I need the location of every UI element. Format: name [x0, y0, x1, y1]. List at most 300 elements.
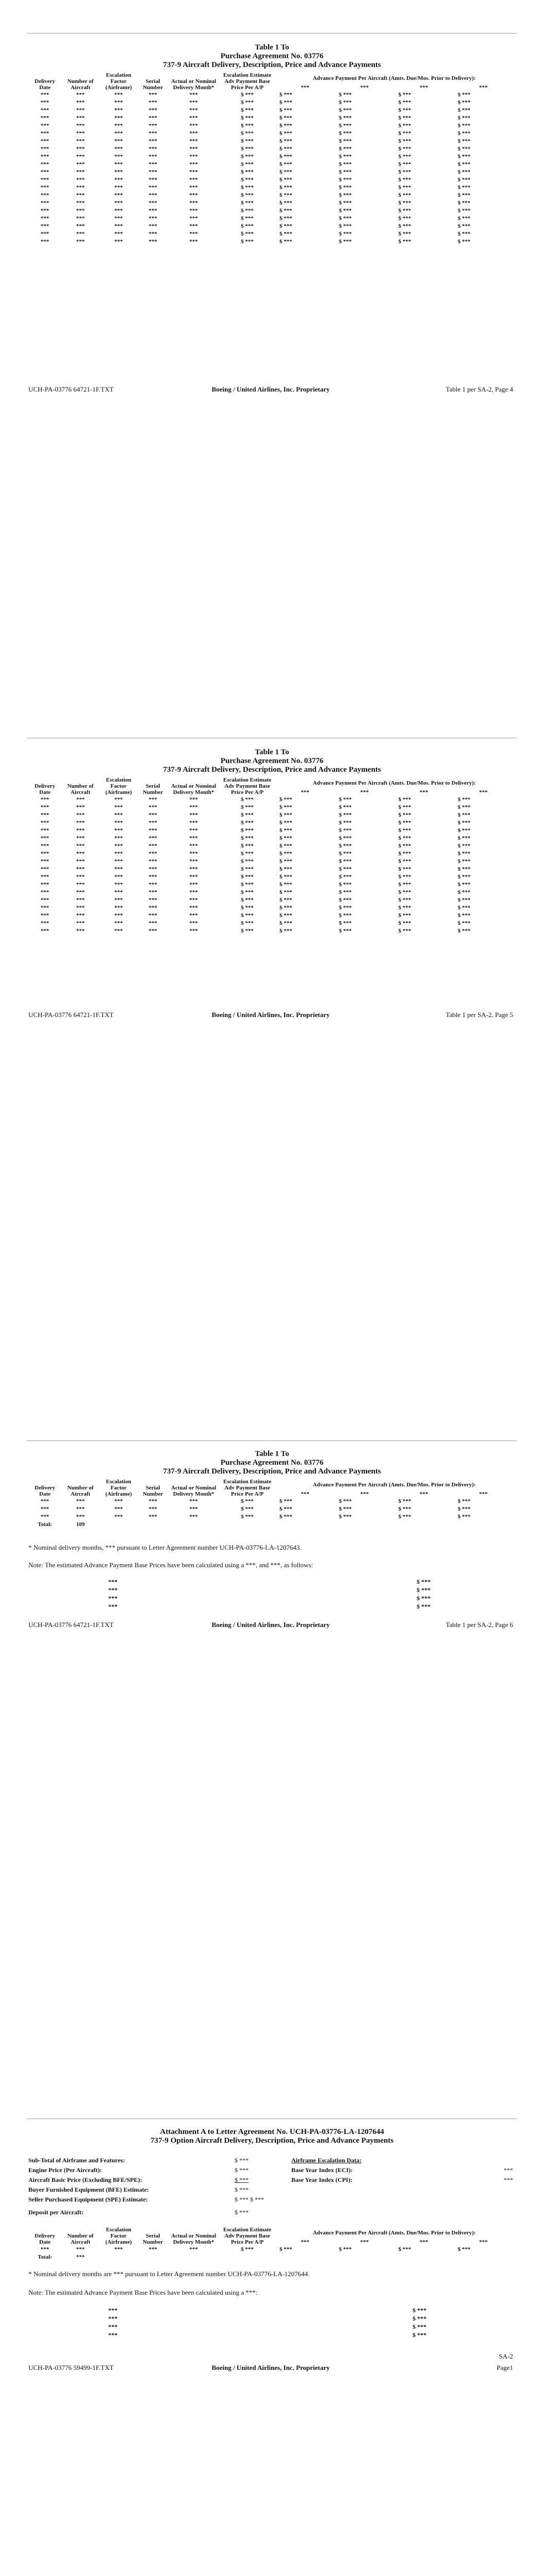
table-cell: *** — [189, 866, 198, 872]
empty-cell — [394, 2253, 453, 2261]
value: $ *** — [417, 1603, 431, 1610]
table-cell: $ *** — [457, 2246, 471, 2252]
table-cell: $ *** — [339, 215, 352, 222]
col-header-number-of-aircraft: Number of Aircraft — [67, 1485, 94, 1497]
table-cell: $ *** — [339, 161, 352, 167]
table-cell: $ *** — [398, 107, 411, 113]
col-header-escalation-estimate: Escalation Estimate Adv Payment Base Price Per A/P — [223, 72, 272, 91]
table-cell: *** — [76, 812, 85, 818]
col-header-escalation-factor: Escalation Factor (Airframe) — [105, 2227, 132, 2245]
table-cell: $ *** — [398, 843, 411, 849]
table-cell: *** — [149, 928, 157, 934]
table-cell: *** — [149, 115, 157, 121]
table-row — [28, 238, 513, 246]
table-cell: $ *** — [457, 107, 471, 113]
table-cell: *** — [76, 882, 85, 888]
table-cell: $ *** — [398, 1498, 411, 1504]
table-cell: *** — [40, 239, 50, 245]
table-cell: *** — [76, 820, 85, 826]
delivery-table — [28, 72, 513, 246]
table-cell: $ *** — [339, 123, 352, 129]
table-row — [28, 176, 513, 184]
table-cell: *** — [189, 905, 198, 911]
table-cell: *** — [189, 1514, 198, 1520]
value: $ *** — [413, 2331, 426, 2338]
summary-value: $ *** — [235, 2157, 249, 2164]
table-cell: *** — [40, 928, 50, 934]
table-cell: $ *** — [279, 920, 292, 926]
empty-cell — [454, 2253, 513, 2261]
table-cell: *** — [76, 154, 85, 160]
table-cell: *** — [76, 231, 85, 237]
table-cell: $ *** — [279, 200, 292, 206]
table-cell: *** — [40, 882, 50, 888]
table-cell: $ *** — [457, 851, 471, 857]
table-cell: $ *** — [398, 796, 411, 803]
table-cell: $ *** — [457, 200, 471, 206]
table-cell: *** — [76, 130, 85, 137]
table-cell: $ *** — [398, 835, 411, 841]
footer-file: UCH-PA-03776 64721-1F.TXT — [28, 1011, 114, 1019]
table-cell: $ *** — [339, 858, 352, 865]
table-cell: *** — [149, 2246, 157, 2252]
col-header-payment-period: *** — [419, 789, 428, 795]
empty-cell — [219, 1521, 275, 1529]
col-header-escalation-factor: Escalation Factor (Airframe) — [105, 72, 132, 91]
table-cell: $ *** — [279, 866, 292, 872]
table-cell: *** — [76, 889, 85, 895]
table-cell: *** — [149, 146, 157, 152]
table-cell: *** — [40, 2246, 50, 2252]
table-cell: $ *** — [398, 208, 411, 214]
table-cell: *** — [189, 215, 198, 222]
table-cell: *** — [114, 820, 123, 826]
total-label: Total: — [38, 2254, 52, 2260]
value: *** — [108, 2331, 118, 2338]
value: $ *** — [413, 2315, 426, 2322]
table-row — [28, 207, 513, 215]
table-cell: *** — [40, 812, 50, 818]
table-cell: $ *** — [279, 858, 292, 865]
table-cell: $ *** — [279, 130, 292, 137]
table-cell: *** — [76, 928, 85, 934]
table-cell: *** — [40, 184, 50, 191]
table-cell: $ *** — [241, 177, 254, 183]
table-cell: *** — [149, 912, 157, 919]
table-row — [28, 1505, 513, 1513]
table-cell: $ *** — [241, 897, 254, 903]
col-header-payment-period: *** — [360, 1491, 369, 1497]
title-line-2: Purchase Agreement No. 03776 — [220, 52, 324, 60]
delivery-table — [28, 1479, 513, 1529]
table-row — [28, 223, 513, 230]
footnote: * Nominal delivery months are *** pursuant to Letter Agreement number UCH-PA-03776-LA-1207644. — [28, 2270, 310, 2278]
summary-row — [28, 2156, 513, 2165]
table-cell: $ *** — [279, 215, 292, 222]
value: $ *** — [417, 1578, 431, 1585]
table-cell: $ *** — [457, 192, 471, 198]
table-row — [28, 230, 513, 238]
table-cell: $ *** — [241, 835, 254, 841]
table-cell: *** — [189, 184, 198, 191]
table-cell: *** — [189, 920, 198, 926]
title-line-1: Table 1 To — [255, 1450, 289, 1458]
table-cell: $ *** — [241, 1506, 254, 1512]
empty-cell — [275, 2253, 335, 2261]
table-cell: $ *** — [241, 820, 254, 826]
summary-row — [28, 2208, 513, 2217]
empty-cell — [100, 1521, 138, 1529]
empty-cell — [335, 2253, 394, 2261]
table-cell: *** — [149, 239, 157, 245]
table-cell: $ *** — [457, 1506, 471, 1512]
empty-cell — [138, 1521, 168, 1529]
escalation-heading: Airframe Escalation Data: — [291, 2157, 361, 2164]
table-cell: *** — [40, 92, 50, 98]
table-cell: $ *** — [398, 812, 411, 818]
table-cell: $ *** — [339, 239, 352, 245]
table-cell: *** — [40, 161, 50, 167]
table-cell: $ *** — [241, 215, 254, 222]
table-cell: *** — [114, 231, 123, 237]
table-cell: $ *** — [279, 92, 292, 98]
table-cell: *** — [40, 192, 50, 198]
col-header-number-of-aircraft: Number of Aircraft — [67, 78, 94, 91]
table-cell: $ *** — [339, 177, 352, 183]
table-cell: *** — [149, 138, 157, 144]
table-cell: *** — [76, 1514, 85, 1520]
table-cell: *** — [114, 154, 123, 160]
table-cell: $ *** — [279, 912, 292, 919]
table-cell: *** — [189, 858, 198, 865]
table-cell: $ *** — [398, 130, 411, 137]
table-row — [28, 192, 513, 199]
table-cell: $ *** — [457, 812, 471, 818]
table-cell: $ *** — [339, 812, 352, 818]
table-cell: $ *** — [398, 851, 411, 857]
table-cell: $ *** — [279, 820, 292, 826]
table-cell: *** — [76, 905, 85, 911]
value: *** — [108, 1603, 118, 1610]
footer-proprietary: Boeing / United Airlines, Inc. Proprietary — [211, 385, 330, 393]
table-cell: *** — [149, 223, 157, 229]
table-cell: $ *** — [398, 115, 411, 121]
table-cell: *** — [40, 169, 50, 175]
table-cell: *** — [149, 866, 157, 872]
col-header-number-of-aircraft: Number of Aircraft — [67, 2233, 94, 2245]
col-header-nominal-month: Actual or Nominal Delivery Month* — [171, 78, 217, 91]
table-cell: *** — [40, 154, 50, 160]
table-cell: *** — [76, 2246, 85, 2252]
table-row — [28, 184, 513, 192]
note-values-right — [413, 2306, 426, 2339]
table-cell: $ *** — [279, 208, 292, 214]
col-header-serial-number: Serial Number — [142, 2233, 163, 2245]
col-header-payment-period: *** — [479, 789, 488, 795]
table-cell: $ *** — [241, 920, 254, 926]
table-cell: *** — [76, 866, 85, 872]
table-row — [28, 842, 513, 850]
table-cell: *** — [76, 99, 85, 106]
table-cell: *** — [76, 107, 85, 113]
col-header-payment-period: *** — [479, 84, 488, 91]
table-cell: $ *** — [398, 192, 411, 198]
title-line-3: 737-9 Aircraft Delivery, Description, Price and Advance Payments — [163, 61, 381, 69]
table-row — [28, 99, 513, 107]
table-cell: $ *** — [398, 920, 411, 926]
table-row — [28, 91, 513, 99]
table-cell: *** — [149, 161, 157, 167]
table-cell: $ *** — [457, 928, 471, 934]
table-cell: *** — [149, 107, 157, 113]
table-cell: $ *** — [279, 897, 292, 903]
table-cell: $ *** — [457, 912, 471, 919]
col-header-payment-period: *** — [360, 84, 369, 91]
note-values-left — [108, 1578, 118, 1611]
table-cell: $ *** — [457, 123, 471, 129]
table-cell: $ *** — [457, 889, 471, 895]
note: Note: The estimated Advance Payment Base Prices have been calculated using a ***, and ***, as follows: — [28, 1561, 314, 1569]
table-cell: *** — [76, 138, 85, 144]
table-row — [28, 835, 513, 842]
table-cell: $ *** — [398, 200, 411, 206]
table-cell: *** — [149, 827, 157, 834]
table-cell: $ *** — [339, 92, 352, 98]
table-cell: *** — [114, 99, 123, 106]
table-cell: $ *** — [457, 146, 471, 152]
table-cell: $ *** — [279, 889, 292, 895]
table-cell: *** — [189, 130, 198, 137]
table-cell: $ *** — [279, 827, 292, 834]
table-cell: *** — [189, 99, 198, 106]
table-cell: $ *** — [339, 169, 352, 175]
table-cell: *** — [114, 192, 123, 198]
table-cell: *** — [40, 874, 50, 880]
col-header-delivery-date: Delivery Date — [35, 2233, 55, 2245]
table-row — [28, 153, 513, 161]
table-cell: *** — [40, 231, 50, 237]
summary-label: Aircraft Basic Price (Excluding BFE/SPE): — [28, 2176, 142, 2183]
table-cell: *** — [189, 835, 198, 841]
table-cell: *** — [149, 835, 157, 841]
table-cell: *** — [114, 835, 123, 841]
col-header-advance-payment: Advance Payment Per Aircraft (Amts. Due/Mos. Prior to Delivery): — [312, 75, 476, 81]
table-cell: *** — [149, 130, 157, 137]
table-cell: $ *** — [398, 912, 411, 919]
table-cell: $ *** — [457, 866, 471, 872]
table-cell: $ *** — [279, 239, 292, 245]
table-cell: *** — [189, 177, 198, 183]
title-line-1: Table 1 To — [255, 748, 289, 756]
table-cell: $ *** — [339, 1506, 352, 1512]
table-cell: $ *** — [398, 1506, 411, 1512]
col-header-payment-period: *** — [479, 2239, 488, 2245]
table-cell: $ *** — [241, 92, 254, 98]
table-cell: *** — [189, 928, 198, 934]
table-cell: *** — [76, 161, 85, 167]
table-cell: *** — [114, 239, 123, 245]
table-cell: *** — [189, 154, 198, 160]
table-cell: $ *** — [398, 820, 411, 826]
table-cell: *** — [114, 866, 123, 872]
table-cell: $ *** — [279, 835, 292, 841]
table-cell: *** — [76, 200, 85, 206]
table-cell: $ *** — [457, 208, 471, 214]
col-header-advance-payment: Advance Payment Per Aircraft (Amts. Due/Mos. Prior to Delivery): — [312, 779, 476, 786]
empty-cell — [168, 2253, 219, 2261]
table-cell: $ *** — [398, 223, 411, 229]
value: *** — [108, 2323, 118, 2330]
table-cell: *** — [114, 92, 123, 98]
col-header-payment-period: *** — [301, 84, 309, 91]
table-cell: $ *** — [339, 192, 352, 198]
value: $ *** — [417, 1595, 431, 1602]
footer-proprietary: Boeing / United Airlines, Inc. Proprietary — [211, 2364, 330, 2371]
col-header-payment-period: *** — [419, 84, 428, 91]
note-values-right — [417, 1578, 431, 1611]
table-cell: $ *** — [457, 231, 471, 237]
table-cell: *** — [40, 889, 50, 895]
table-cell: *** — [76, 208, 85, 214]
table-row — [28, 827, 513, 835]
footer-page: Table 1 per SA-2, Page 6 — [446, 1621, 513, 1629]
title-line-2: Purchase Agreement No. 03776 — [220, 757, 324, 765]
table-cell: *** — [40, 843, 50, 849]
table-cell: *** — [149, 804, 157, 810]
summary-label: Engine Price (Per Aircraft): — [28, 2166, 102, 2174]
table-cell: *** — [189, 223, 198, 229]
table-cell: $ *** — [457, 161, 471, 167]
col-header-payment-period: *** — [301, 2239, 309, 2245]
table-cell: $ *** — [241, 912, 254, 919]
page-footer — [28, 2352, 513, 2373]
table-cell: $ *** — [339, 851, 352, 857]
table-cell: *** — [114, 812, 123, 818]
table-cell: $ *** — [457, 1498, 471, 1504]
title-line-3: 737-9 Aircraft Delivery, Description, Price and Advance Payments — [163, 1467, 381, 1476]
footer-page: Page1 — [497, 2364, 513, 2371]
table-cell: *** — [189, 231, 198, 237]
table-cell: $ *** — [457, 804, 471, 810]
table-cell: $ *** — [241, 223, 254, 229]
table-cell: *** — [76, 1506, 85, 1512]
table-cell: $ *** — [339, 231, 352, 237]
table-cell: $ *** — [398, 239, 411, 245]
table-cell: *** — [76, 92, 85, 98]
table-cell: $ *** — [241, 123, 254, 129]
table-cell: $ *** — [457, 843, 471, 849]
table-cell: *** — [189, 851, 198, 857]
col-header-payment-period: *** — [419, 1491, 428, 1497]
table-cell: *** — [149, 796, 157, 803]
table-cell: *** — [40, 107, 50, 113]
table-cell: *** — [114, 1506, 123, 1512]
table-cell: $ *** — [279, 115, 292, 121]
empty-cell — [138, 2253, 168, 2261]
table-cell: *** — [114, 200, 123, 206]
table-cell: $ *** — [241, 866, 254, 872]
col-header-payment-period: *** — [360, 789, 369, 795]
table-cell: $ *** — [339, 882, 352, 888]
table-cell: *** — [76, 123, 85, 129]
table-cell: *** — [76, 239, 85, 245]
total-value: *** — [76, 2254, 85, 2260]
table-cell: $ *** — [241, 928, 254, 934]
table-cell: $ *** — [279, 882, 292, 888]
table-cell: *** — [114, 208, 123, 214]
table-row — [28, 145, 513, 153]
table-cell: *** — [149, 820, 157, 826]
table-cell: $ *** — [241, 882, 254, 888]
col-header-payment-period: *** — [360, 2239, 369, 2245]
table-cell: $ *** — [398, 866, 411, 872]
table-cell: $ *** — [279, 928, 292, 934]
table-cell: *** — [149, 920, 157, 926]
table-cell: *** — [189, 874, 198, 880]
table-cell: $ *** — [241, 138, 254, 144]
table-cell: *** — [40, 796, 50, 803]
table-cell: $ *** — [241, 200, 254, 206]
table-cell: *** — [114, 130, 123, 137]
table-cell: $ *** — [339, 208, 352, 214]
table-cell: *** — [149, 1506, 157, 1512]
table-cell: $ *** — [339, 99, 352, 106]
table-cell: *** — [40, 820, 50, 826]
table-cell: *** — [114, 928, 123, 934]
table-cell: $ *** — [339, 796, 352, 803]
table-cell: *** — [114, 1498, 123, 1504]
table-cell: *** — [76, 843, 85, 849]
summary-value: $ *** — [235, 2176, 249, 2183]
table-cell: $ *** — [457, 1514, 471, 1520]
table-row — [28, 168, 513, 176]
table-cell: *** — [114, 858, 123, 865]
table-cell: $ *** — [241, 827, 254, 834]
table-cell: *** — [76, 184, 85, 191]
table-cell: *** — [114, 169, 123, 175]
table-cell: *** — [40, 215, 50, 222]
table-cell: $ *** — [457, 239, 471, 245]
table-cell: *** — [149, 215, 157, 222]
table-cell: *** — [149, 192, 157, 198]
table-cell: $ *** — [457, 99, 471, 106]
table-cell: $ *** — [339, 897, 352, 903]
table-cell: $ *** — [398, 161, 411, 167]
table-cell: $ *** — [398, 123, 411, 129]
table-cell: *** — [189, 92, 198, 98]
eci-value: *** — [504, 2166, 513, 2174]
table-cell: $ *** — [279, 192, 292, 198]
table-cell: $ *** — [398, 92, 411, 98]
table-cell: *** — [40, 130, 50, 137]
table-cell: *** — [76, 146, 85, 152]
table-cell: $ *** — [339, 889, 352, 895]
table-cell: $ *** — [457, 154, 471, 160]
table-cell: $ *** — [457, 882, 471, 888]
table-cell: *** — [189, 912, 198, 919]
cpi-label: Base Year Index (CPI): — [291, 2176, 353, 2183]
table-cell: *** — [189, 107, 198, 113]
table-cell: $ *** — [457, 92, 471, 98]
table-cell: *** — [114, 889, 123, 895]
table-cell: *** — [189, 208, 198, 214]
table-cell: *** — [40, 223, 50, 229]
summary-label: Deposit per Aircraft: — [28, 2209, 84, 2216]
col-header-payment-period: *** — [479, 1491, 488, 1497]
table-cell: $ *** — [241, 208, 254, 214]
table-cell: $ *** — [241, 161, 254, 167]
table-cell: $ *** — [457, 820, 471, 826]
